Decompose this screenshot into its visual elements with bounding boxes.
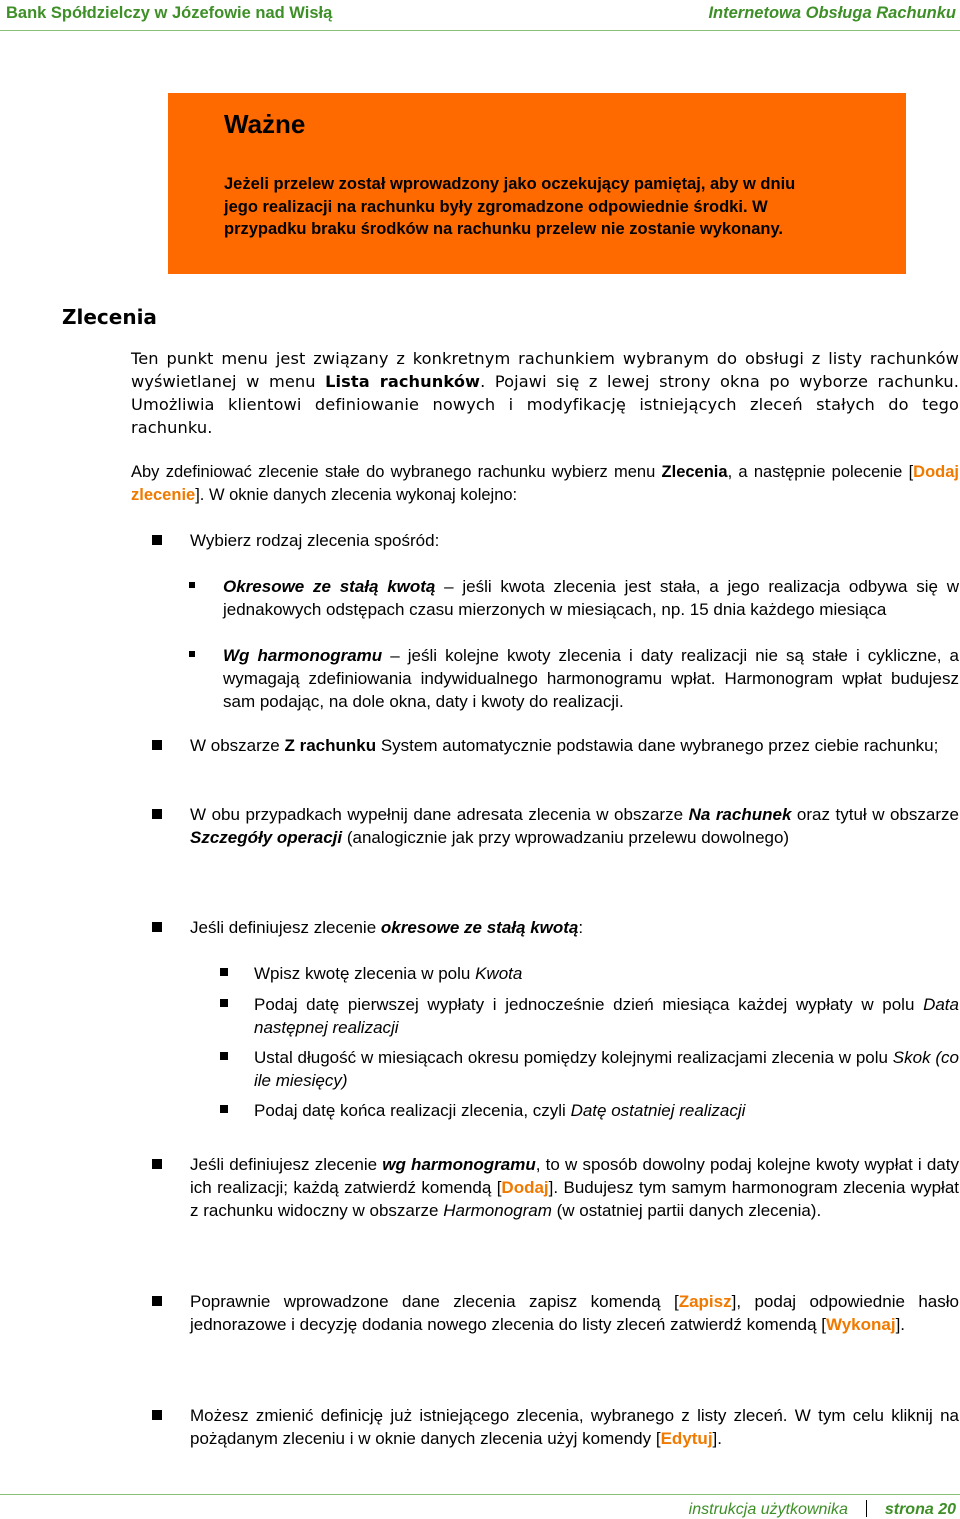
sub-bullet-icon [189,582,195,588]
intro-paragraph [131,347,959,439]
sub-list-item [223,644,959,713]
area-name: Harmonogram [443,1201,552,1220]
sub-list-item [254,993,959,1039]
footer-divider [0,1494,960,1495]
sub-bullet-icon [220,999,228,1007]
text: . Pojawi się z lewej strony okna po wyborze rachunku. Umożliwia klientowi definiowanie nowych i modyfikację istniejących zleceń stałych do tego rachunku. [131,372,959,437]
section-title: Zlecenia [62,305,157,329]
text: Podaj datę końca realizacji zlecenia, czyli [254,1101,571,1120]
sub-bullet-icon [189,651,195,657]
list-item [190,803,959,849]
text: : [578,918,584,937]
service-name: Internetowa Obsługa Rachunku [708,4,956,22]
list-item [190,1153,959,1222]
text: System automatycznie podstawia dane wybranego przez ciebie rachunku; [376,736,939,755]
footer-label: instrukcja użytkownika [688,1501,848,1518]
list-item [190,1290,959,1336]
bullet-square-icon [152,535,162,545]
sub-bullet-icon [220,1052,228,1060]
term: okresowe ze stałą kwotą [380,918,579,937]
term: Szczegóły operacji [190,828,343,847]
text: (analogicznie jak przy wprowadzaniu przelewu dowolnego) [342,828,790,847]
list-item [190,1404,959,1450]
page-number: 20 [938,1501,956,1518]
list-item [190,734,959,757]
text: Poprawnie wprowadzone dane zlecenia zapisz komendą [ [190,1292,679,1311]
text: oraz tytuł w obszarze [791,805,959,824]
important-title: Ważne [224,109,306,139]
field-name: Datę ostatniej realizacji [570,1101,746,1120]
bullet-square-icon [152,922,162,932]
bullet-square-icon [152,1296,162,1306]
field-name: Skok (co ile miesięcy) [254,1048,960,1090]
command-name: Wykonaj [825,1315,896,1334]
page-header [0,0,960,30]
text: Możesz zmienić definicję już istniejącego zlecenia, wybranego z listy zleceń. W tym celu kliknij na pożądanym zleceniu i w oknie danych zlecenia użyj komendy [ [190,1406,959,1448]
command-name: Dodaj [501,1178,549,1197]
text: – jeśli kwota zlecenia jest stała, a jego realizacja odbywa się w jednakowych odstępach czasu mierzonych w miesiącach, np. 15 dnia każdego miesiąca [223,577,959,619]
text: – jeśli kolejne kwoty zlecenia i daty realizacji nie są stałe i cykliczne, a wymagają zdefiniowania indywidualnego harmonogramu wpłat. Harmonogram wpłat budujesz sam podając, na dole okna, daty i kwoty do realizacji. [223,646,959,711]
command-name: Edytuj [660,1429,713,1448]
text: , a następnie polecenie [ [727,463,914,481]
text: (w ostatniej partii danych zlecenia). [551,1201,822,1220]
text: ]. Budujesz tym samym harmonogram zlecenia wypłat z rachunku widoczny w obszarze [190,1178,959,1220]
term: Na rachunek [688,805,792,824]
important-text: Jeżeli przelew został wprowadzony jako oczekujący pamiętaj, aby w dniu jego realizacji na rachunku były zgromadzone odpowiednie środki. W przypadku braku środków na rachunku przelew nie zostanie wykonany. [224,175,796,238]
footer-page-word: strona [884,1501,934,1518]
term: Z rachunku [284,736,377,755]
bullet-square-icon [152,809,162,819]
text: W obszarze [190,736,285,755]
menu-name: Lista rachunków [325,372,481,391]
command-name: Zapisz [678,1292,732,1311]
list-item: Wybierz rodzaj zlecenia spośród: [190,531,440,550]
text: W obu przypadkach wypełnij dane adresata zlecenia w obszarze [190,805,689,824]
sub-list-item [223,575,959,621]
text: Jeśli definiujesz zlecenie [190,1155,383,1174]
sub-list-item [254,1046,959,1092]
text: Ustal długość w miesiącach okresu pomiędzy kolejnymi realizacjami zlecenia w polu [254,1048,893,1067]
menu-name: Zlecenia [661,463,728,481]
field-name: Kwota [475,964,523,983]
text: ], podaj odpowiednie hasło jednorazowe i decyzję dodania nowego zlecenia do listy zleceń zatwierdź komendą [ [190,1292,959,1334]
command-name: Dodaj zlecenie [131,463,960,504]
text: Aby zdefiniować zlecenie stałe do wybranego rachunku wybierz menu [131,463,662,481]
text: Wpisz kwotę zlecenia w polu [254,964,476,983]
text: ]. W oknie danych zlecenia wykonaj kolejno: [195,486,518,504]
page-footer [689,1500,956,1519]
sub-bullet-icon [220,1105,228,1113]
field-name: Data następnej realizacji [254,995,959,1037]
text: Ten punkt menu jest związany z konkretnym rachunkiem wybranym do obsługi z listy rachunków wyświetlanej w menu [131,349,959,391]
list-item [190,916,959,939]
important-box [168,93,906,274]
instruction-paragraph [131,461,959,507]
header-divider [0,30,960,31]
bullet-square-icon [152,740,162,750]
sub-bullet-icon [220,968,228,976]
bullet-square-icon [152,1159,162,1169]
bullet-square-icon [152,1410,162,1420]
footer-separator [866,1500,867,1517]
text: , to w sposób dowolny podaj kolejne kwoty wypłat i daty ich realizacji; każdą zatwierdź komendą [ [190,1155,959,1197]
sub-list-item [254,1099,959,1122]
sub-list-item [254,962,959,985]
text: ]. [712,1429,722,1448]
term: wg harmonogramu [382,1155,536,1174]
term: Okresowe ze stałą kwotą [223,577,436,596]
term: Wg harmonogramu [223,646,383,665]
bank-name: Bank Spółdzielczy w Józefowie nad Wisłą [6,4,333,22]
text: Jeśli definiujesz zlecenie [190,918,381,937]
text: Podaj datę pierwszej wypłaty i jednocześnie dzień miesiąca każdej wypłaty w polu [254,995,924,1014]
text: ]. [895,1315,906,1334]
